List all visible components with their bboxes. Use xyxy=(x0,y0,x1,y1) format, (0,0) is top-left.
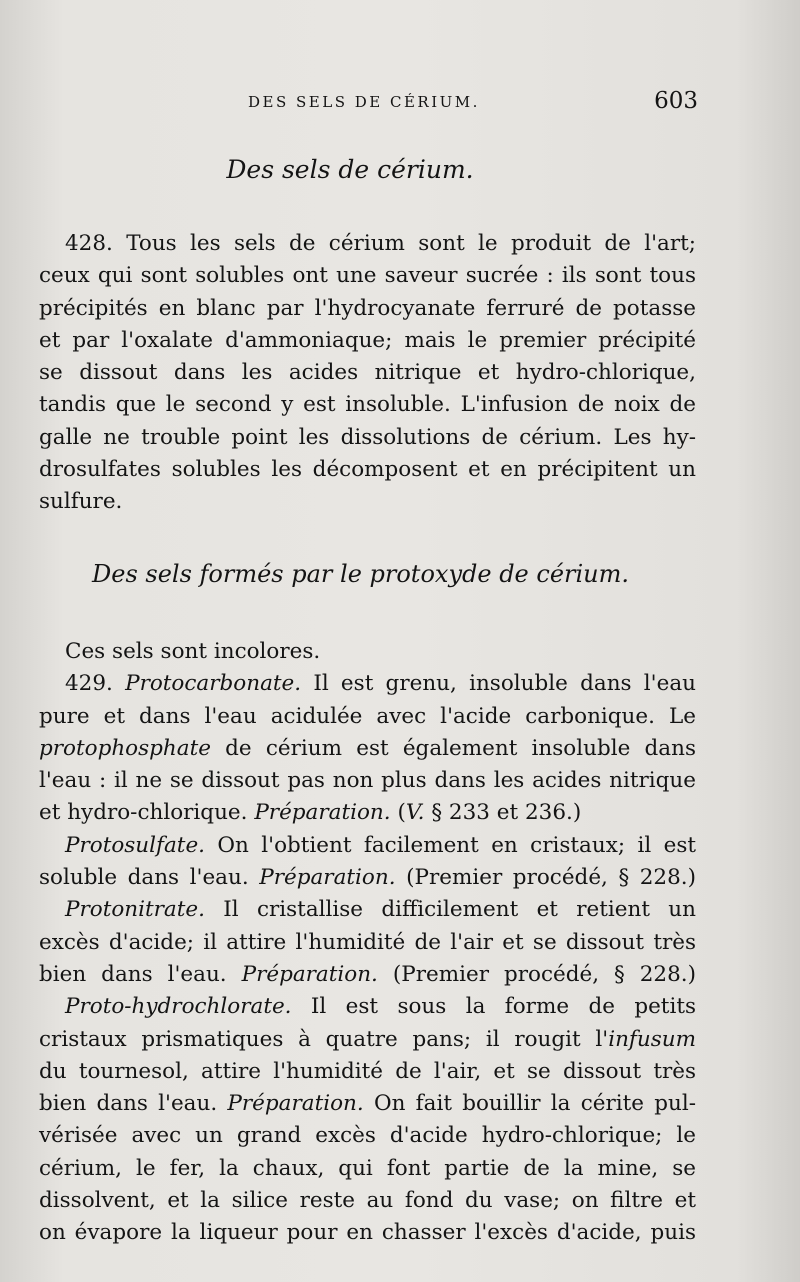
text-run: soluble dans l'eau. xyxy=(39,865,249,891)
protoxyde-salts-text xyxy=(39,636,696,1250)
text-line: précipités en blanc par l'hydrocyanate ferruré de potasse xyxy=(39,295,696,321)
subsection-title: Des sels formés par le protoxyde de cérium. xyxy=(92,560,630,588)
abbrev-voyez: V. xyxy=(405,800,425,826)
text-line: ceux qui sont solubles ont une saveur sucrée : ils sont tous xyxy=(39,263,696,289)
text-run: de cérium est également insoluble dans xyxy=(225,735,696,761)
text-line: 428. Tous les sels de cérium sont le produit de l'art; xyxy=(65,231,696,256)
section-title: Des sels de cérium. xyxy=(226,155,474,184)
text-line: Ces sels sont incolores. xyxy=(65,639,321,664)
text-line xyxy=(39,733,696,765)
text-line xyxy=(39,797,696,829)
text-run: bien dans l'eau. xyxy=(39,961,227,987)
text-run xyxy=(397,800,581,825)
text-run: cristaux prismatiques à quatre pans; il rougit l' xyxy=(39,1026,609,1052)
text-line: galle ne trouble point les dissolutions de cérium. Les hy- xyxy=(39,424,696,450)
text-run xyxy=(39,1027,696,1052)
text-line: l'eau : il ne se dissout pas non plus dans les acides nitrique xyxy=(39,768,696,794)
text-line xyxy=(39,668,696,700)
text-line: du tournesol, attire l'humidité de l'air, et se dissout très xyxy=(39,1058,696,1084)
text-line: cérium, le fer, la chaux, qui font partie de la mine, se xyxy=(39,1155,696,1181)
running-head xyxy=(38,88,698,118)
text-line xyxy=(39,830,696,862)
paragraph-428 xyxy=(39,228,696,519)
text-line: drosulfates solubles les décomposent et en précipitent un xyxy=(39,457,696,483)
text-line xyxy=(39,991,696,1023)
term-proto-hydrochlorate: Proto-hydrochlorate. xyxy=(65,994,292,1020)
text-run: bien dans l'eau. xyxy=(39,1091,218,1117)
text-line: dissolvent, et la silice reste au fond du vase; on filtre et xyxy=(39,1188,696,1214)
paragraph-number: 429. xyxy=(65,671,113,697)
text-run: On fait bouillir la cérite pul- xyxy=(373,1091,696,1117)
text-run: § 233 et 236.) xyxy=(431,800,582,826)
text-run: (Premier procédé, § 228.) xyxy=(392,961,697,987)
text-line xyxy=(39,959,696,991)
text-line: excès d'acide; il attire l'humidité de l'air et se dissout très xyxy=(39,929,696,955)
text-line: pure et dans l'eau acidulée avec l'acide carbonique. Le xyxy=(39,703,696,729)
text-run: On l'obtient facilement en cristaux; il est xyxy=(217,832,696,858)
text-line: vérisée avec un grand excès d'acide hydro-chlorique; le xyxy=(39,1123,696,1149)
text-line: on évapore la liqueur pour en chasser l'excès d'acide, puis xyxy=(39,1220,696,1246)
text-run: Il est grenu, insoluble dans l'eau xyxy=(313,671,696,697)
term-protosulfate: Protosulfate. xyxy=(65,832,206,858)
text-line: sulfure. xyxy=(39,489,123,515)
term-protonitrate: Protonitrate. xyxy=(65,897,205,923)
term-preparation: Préparation. xyxy=(241,961,378,987)
term-protocarbonate: Protocarbonate. xyxy=(125,671,302,697)
term-preparation: Préparation. xyxy=(254,800,391,826)
text-run: Il cristallise difficilement et retient un xyxy=(223,897,696,923)
text-line xyxy=(39,862,696,894)
running-title: DES SELS DE CÉRIUM. xyxy=(248,93,480,111)
page-number: 603 xyxy=(654,88,698,114)
text-line: se dissout dans les acides nitrique et hydro-chlorique, xyxy=(39,360,696,386)
term-infusum: infusum xyxy=(608,1026,696,1052)
term-preparation: Préparation. xyxy=(259,865,396,891)
text-line xyxy=(39,894,696,926)
paren-open: ( xyxy=(397,800,406,826)
text-line: et par l'oxalate d'ammoniaque; mais le premier précipité xyxy=(39,327,696,353)
text-line xyxy=(39,1024,696,1056)
text-run: Il est sous la forme de petits xyxy=(310,994,696,1020)
text-run: (Premier procédé, § 228.) xyxy=(406,865,697,891)
term-protophosphate: protophosphate xyxy=(39,735,211,761)
text-line: tandis que le second y est insoluble. L'infusion de noix de xyxy=(39,392,696,418)
text-run: et hydro-chlorique. xyxy=(39,800,248,826)
term-preparation: Préparation. xyxy=(227,1091,364,1117)
text-line xyxy=(39,1088,696,1120)
